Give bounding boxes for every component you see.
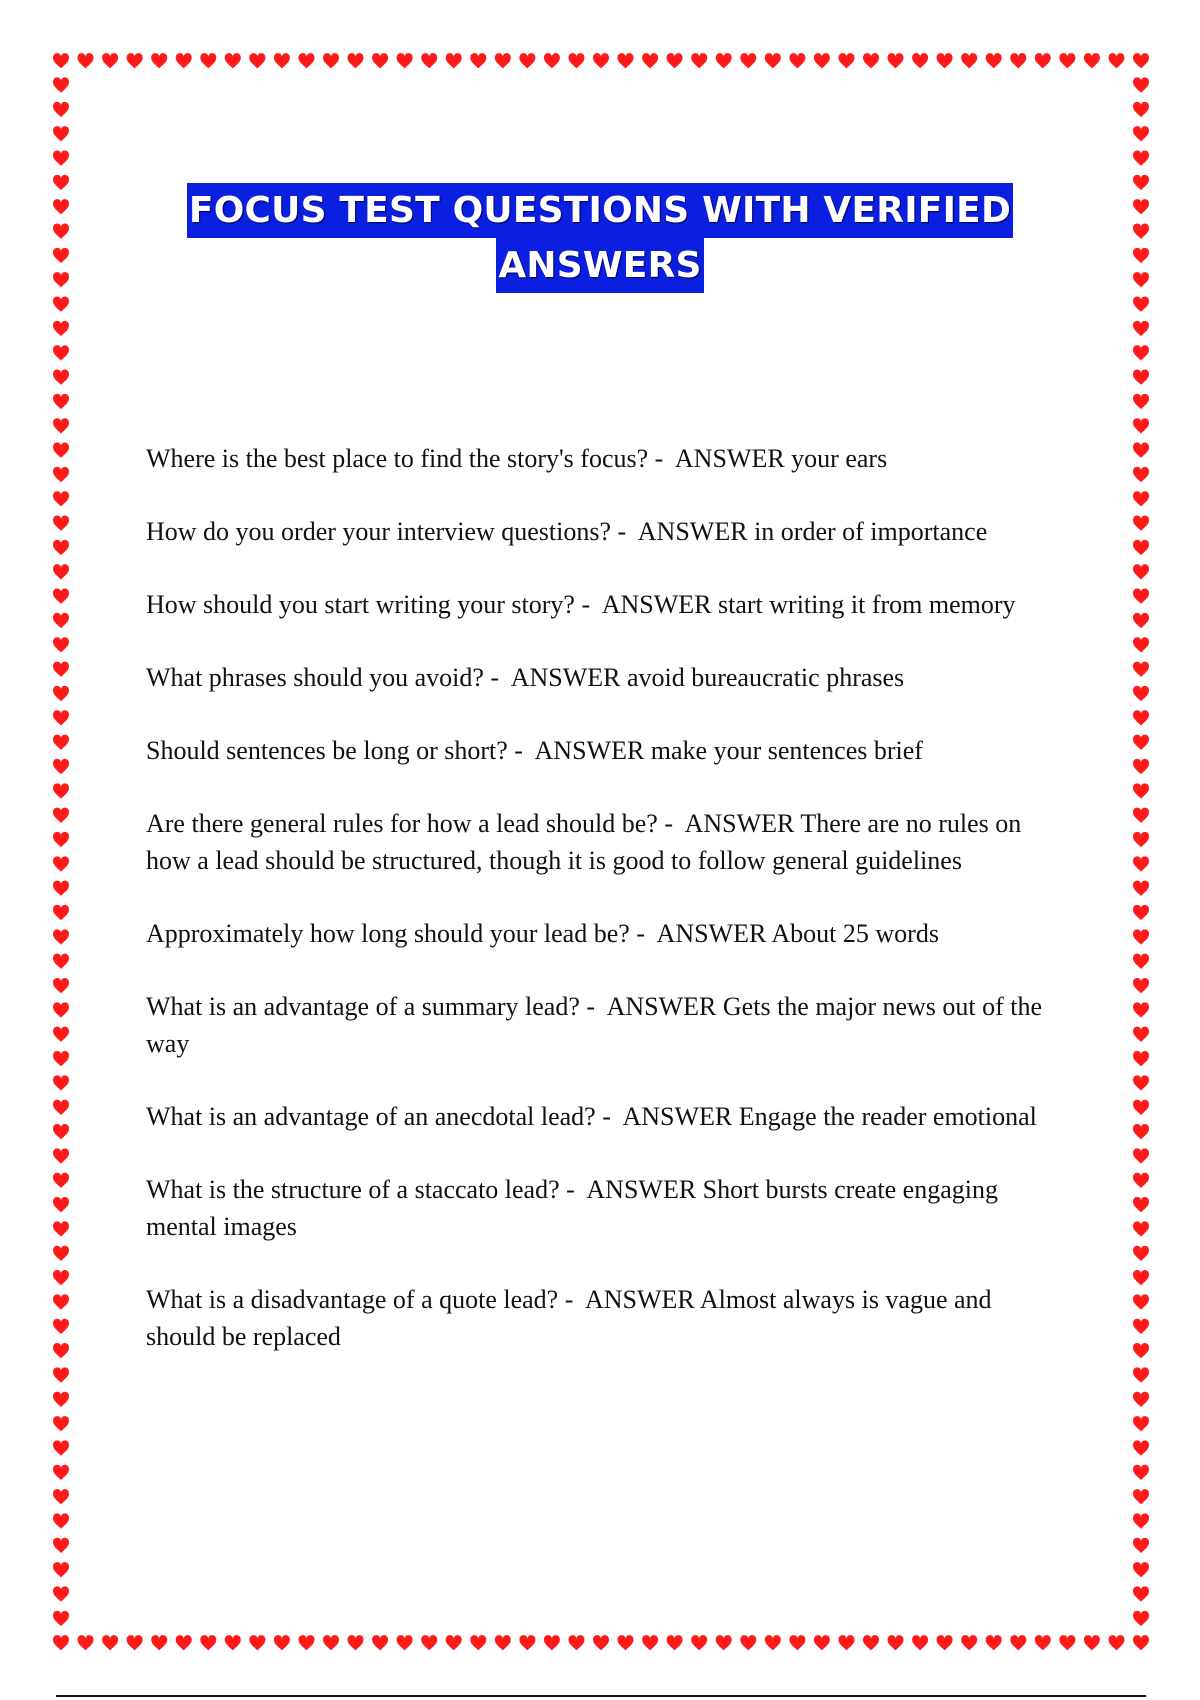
heart-icon [53, 954, 69, 969]
qa-item [146, 1281, 1066, 1355]
heart-icon [53, 1586, 69, 1601]
heart-icon [1133, 418, 1149, 433]
heart-icon [1133, 637, 1149, 652]
heart-icon [1133, 1027, 1149, 1042]
heart-icon [1059, 1635, 1075, 1650]
qa-list [146, 440, 1066, 1391]
heart-icon [1010, 53, 1026, 68]
heart-icon [1133, 443, 1149, 458]
heart-icon [53, 1075, 69, 1090]
heart-icon [1133, 53, 1149, 68]
heart-icon [53, 1489, 69, 1504]
heart-icon [1133, 1343, 1149, 1358]
question-text: How do you order your interview questions? [146, 517, 612, 546]
answer-text: Gets the major news out of the way [146, 992, 1043, 1058]
heart-icon [1133, 126, 1149, 141]
heart-icon [937, 53, 953, 68]
separator: - [617, 517, 627, 546]
heart-icon [249, 1635, 265, 1650]
question-text: Should sentences be long or short? [146, 736, 508, 765]
heart-icon [1133, 1100, 1149, 1115]
question-text: What is an advantage of a summary lead? [146, 992, 580, 1021]
heart-icon [593, 1635, 609, 1650]
heart-icon [299, 1635, 315, 1650]
heart-icon [53, 151, 69, 166]
answer-label: ANSWER [637, 517, 748, 546]
heart-icon [691, 53, 707, 68]
heart-icon [53, 1343, 69, 1358]
heart-icon [53, 735, 69, 750]
heart-icon [519, 1635, 535, 1650]
heart-icon [53, 637, 69, 652]
heart-icon [53, 1440, 69, 1455]
heart-icon [200, 53, 216, 68]
heart-icon [1133, 467, 1149, 482]
question-text: How should you start writing your story? [146, 590, 575, 619]
heart-icon [127, 53, 143, 68]
heart-icon [53, 1148, 69, 1163]
qa-item [146, 805, 1066, 879]
answer-label: ANSWER [674, 444, 785, 473]
heart-icon [1133, 1270, 1149, 1285]
separator: - [490, 663, 500, 692]
answer-text: Short bursts create engaging mental images [146, 1175, 998, 1241]
heart-icon [53, 53, 69, 68]
answer-label: ANSWER [601, 590, 712, 619]
heart-icon [740, 1635, 756, 1650]
heart-icon [53, 1319, 69, 1334]
separator: - [664, 809, 674, 838]
answer-text: avoid bureaucratic phrases [626, 663, 905, 692]
answer-text: There are no rules on how a lead should be structured, though it is good to follow general guidelines [146, 809, 1022, 875]
answer-label: ANSWER [510, 663, 621, 692]
heart-icon [863, 53, 879, 68]
heart-icon [1133, 1513, 1149, 1528]
heart-icon [53, 1294, 69, 1309]
heart-icon [765, 1635, 781, 1650]
heart-icon [789, 1635, 805, 1650]
heart-icon [446, 1635, 462, 1650]
heart-icon [53, 1562, 69, 1577]
heart-icon [53, 1270, 69, 1285]
heart-icon [1133, 1611, 1149, 1626]
heart-icon [1133, 710, 1149, 725]
heart-icon [53, 1246, 69, 1261]
heart-icon [53, 1611, 69, 1626]
heart-icon [53, 881, 69, 896]
heart-icon [53, 1027, 69, 1042]
heart-icon [1133, 662, 1149, 677]
heart-icon [53, 1367, 69, 1382]
heart-icon [102, 1635, 118, 1650]
question-text: What is an advantage of an anecdotal lead? [146, 1102, 596, 1131]
heart-icon [1109, 53, 1125, 68]
heart-icon [1133, 491, 1149, 506]
heart-icon [593, 53, 609, 68]
heart-icon [1133, 1489, 1149, 1504]
heart-icon [1133, 540, 1149, 555]
heart-icon [1109, 1635, 1125, 1650]
heart-icon [53, 832, 69, 847]
heart-icon [53, 613, 69, 628]
heart-icon [274, 1635, 290, 1650]
separator: - [654, 444, 664, 473]
heart-icon [1133, 1367, 1149, 1382]
heart-icon [1133, 370, 1149, 385]
heart-icon [1133, 321, 1149, 336]
heart-icon [53, 224, 69, 239]
heart-icon [569, 53, 585, 68]
heart-icon [1133, 808, 1149, 823]
qa-item [146, 659, 1066, 696]
heart-icon [53, 491, 69, 506]
heart-icon [1133, 1246, 1149, 1261]
heart-icon [716, 53, 732, 68]
heart-icon [53, 540, 69, 555]
heart-icon [53, 1100, 69, 1115]
heart-icon [53, 418, 69, 433]
heart-icon [1133, 102, 1149, 117]
qa-item [146, 915, 1066, 952]
heart-icon [1133, 175, 1149, 190]
heart-icon [495, 1635, 511, 1650]
heart-icon [1133, 224, 1149, 239]
heart-icon [1133, 151, 1149, 166]
heart-icon [1133, 516, 1149, 531]
heart-icon [544, 1635, 560, 1650]
heart-icon [1133, 832, 1149, 847]
heart-icon [1133, 856, 1149, 871]
heart-icon [53, 175, 69, 190]
heart-icon [78, 1635, 94, 1650]
heart-icon [53, 1173, 69, 1188]
heart-icon [1133, 1635, 1149, 1650]
heart-icon [1133, 759, 1149, 774]
heart-icon [618, 53, 634, 68]
heart-icon [127, 1635, 143, 1650]
heart-icon [323, 1635, 339, 1650]
document-title [150, 183, 1050, 293]
heart-icon [53, 321, 69, 336]
heart-icon [888, 1635, 904, 1650]
heart-icon [53, 77, 69, 92]
heart-icon [1084, 1635, 1100, 1650]
heart-icon [53, 394, 69, 409]
heart-icon [1133, 1586, 1149, 1601]
heart-icon [1133, 905, 1149, 920]
heart-icon [1133, 1197, 1149, 1212]
heart-icon [1035, 53, 1051, 68]
heart-icon [1133, 199, 1149, 214]
heart-icon [1133, 77, 1149, 92]
heart-icon [348, 1635, 364, 1650]
separator: - [514, 736, 523, 765]
heart-icon [740, 53, 756, 68]
heart-icon [1133, 735, 1149, 750]
heart-icon [421, 1635, 437, 1650]
heart-icon [200, 1635, 216, 1650]
heart-icon [1133, 297, 1149, 312]
heart-icon [249, 53, 265, 68]
question-text: Approximately how long should your lead be? [146, 919, 630, 948]
answer-text: Engage the reader emotional [738, 1102, 1037, 1131]
qa-item [146, 586, 1066, 623]
heart-icon [53, 1002, 69, 1017]
answer-label: ANSWER [606, 992, 717, 1021]
heart-icon [53, 978, 69, 993]
heart-icon [1133, 1562, 1149, 1577]
heart-icon [53, 443, 69, 458]
answer-text: start writing it from memory [718, 590, 1016, 619]
heart-icon [519, 53, 535, 68]
question-text: Are there general rules for how a lead should be? [146, 809, 658, 838]
heart-icon [151, 1635, 167, 1650]
heart-icon [495, 53, 511, 68]
heart-icon [53, 297, 69, 312]
heart-icon [1059, 53, 1075, 68]
heart-icon [274, 53, 290, 68]
qa-item [146, 732, 1066, 769]
heart-icon [1133, 272, 1149, 287]
heart-icon [53, 1513, 69, 1528]
heart-icon [642, 1635, 658, 1650]
bottom-rule [56, 1695, 1146, 1697]
heart-icon [53, 1392, 69, 1407]
heart-icon [839, 1635, 855, 1650]
heart-icon [1133, 248, 1149, 263]
heart-icon [1133, 345, 1149, 360]
heart-icon [1133, 1319, 1149, 1334]
answer-text: your ears [791, 444, 888, 473]
heart-icon [667, 53, 683, 68]
heart-icon [1084, 53, 1100, 68]
answer-label: ANSWER [584, 1285, 695, 1314]
heart-icon [53, 929, 69, 944]
heart-icon [348, 53, 364, 68]
heart-icon [53, 272, 69, 287]
heart-icon [1133, 1173, 1149, 1188]
heart-icon [225, 1635, 241, 1650]
heart-icon [53, 808, 69, 823]
heart-icon [1133, 564, 1149, 579]
heart-icon [961, 53, 977, 68]
heart-icon [53, 564, 69, 579]
heart-icon [839, 53, 855, 68]
heart-icon [1133, 1440, 1149, 1455]
heart-icon [151, 53, 167, 68]
heart-icon [1133, 686, 1149, 701]
heart-icon [372, 53, 388, 68]
heart-icon [1133, 1148, 1149, 1163]
separator: - [566, 1175, 575, 1204]
heart-icon [1133, 394, 1149, 409]
heart-icon [53, 1538, 69, 1553]
heart-icon [372, 1635, 388, 1650]
answer-text: Almost always is vague and should be replaced [146, 1285, 992, 1351]
heart-icon [176, 53, 192, 68]
heart-icon [765, 53, 781, 68]
heart-icon [789, 53, 805, 68]
heart-icon [1133, 1416, 1149, 1431]
heart-icon [397, 53, 413, 68]
heart-icon [961, 1635, 977, 1650]
heart-icon [53, 1124, 69, 1139]
heart-icon [691, 1635, 707, 1650]
heart-icon [176, 1635, 192, 1650]
heart-icon [1010, 1635, 1026, 1650]
heart-icon [814, 53, 830, 68]
heart-icon [1133, 1294, 1149, 1309]
heart-icon [299, 53, 315, 68]
heart-icon [53, 102, 69, 117]
heart-icon [53, 516, 69, 531]
heart-icon [421, 53, 437, 68]
heart-icon [53, 589, 69, 604]
heart-icon [53, 710, 69, 725]
heart-icon [1133, 589, 1149, 604]
answer-text: make your sentences brief [650, 736, 923, 765]
heart-icon [53, 199, 69, 214]
title-line-2: ANSWERS [496, 238, 703, 293]
qa-item [146, 1171, 1066, 1245]
heart-icon [863, 1635, 879, 1650]
heart-icon [569, 1635, 585, 1650]
heart-icon [53, 126, 69, 141]
heart-icon [888, 53, 904, 68]
heart-icon [1133, 1392, 1149, 1407]
heart-icon [642, 53, 658, 68]
heart-icon [1133, 978, 1149, 993]
heart-icon [225, 53, 241, 68]
heart-icon [53, 856, 69, 871]
heart-icon [544, 53, 560, 68]
heart-icon [814, 1635, 830, 1650]
heart-icon [667, 1635, 683, 1650]
heart-icon [716, 1635, 732, 1650]
question-text: What is a disadvantage of a quote lead? [146, 1285, 559, 1314]
heart-icon [986, 53, 1002, 68]
answer-label: ANSWER [684, 809, 795, 838]
answer-label: ANSWER [656, 919, 767, 948]
heart-icon [986, 1635, 1002, 1650]
qa-item [146, 988, 1066, 1062]
heart-icon [53, 248, 69, 263]
heart-icon [1133, 1124, 1149, 1139]
heart-icon [53, 467, 69, 482]
heart-icon [1133, 954, 1149, 969]
heart-icon [912, 53, 928, 68]
heart-icon [1133, 1075, 1149, 1090]
answer-text: About 25 words [771, 919, 939, 948]
heart-icon [53, 1416, 69, 1431]
separator: - [586, 992, 596, 1021]
heart-icon [470, 53, 486, 68]
answer-label: ANSWER [622, 1102, 733, 1131]
separator: - [581, 590, 591, 619]
answer-label: ANSWER [586, 1175, 697, 1204]
heart-icon [323, 53, 339, 68]
heart-icon [1133, 613, 1149, 628]
heart-icon [53, 1465, 69, 1480]
qa-item [146, 440, 1066, 477]
heart-icon [53, 1051, 69, 1066]
heart-icon [937, 1635, 953, 1650]
separator: - [564, 1285, 574, 1314]
qa-item [146, 1098, 1066, 1135]
heart-icon [53, 759, 69, 774]
heart-icon [53, 1221, 69, 1236]
separator: - [636, 919, 645, 948]
heart-icon [53, 783, 69, 798]
heart-icon [53, 370, 69, 385]
heart-icon [470, 1635, 486, 1650]
title-line-1: FOCUS TEST QUESTIONS WITH VERIFIED [187, 183, 1013, 238]
heart-icon [618, 1635, 634, 1650]
question-text: What is the structure of a staccato lead? [146, 1175, 560, 1204]
heart-icon [53, 1635, 69, 1650]
separator: - [602, 1102, 611, 1131]
answer-text: in order of importance [754, 517, 988, 546]
heart-icon [912, 1635, 928, 1650]
heart-icon [1133, 783, 1149, 798]
heart-icon [446, 53, 462, 68]
heart-icon [102, 53, 118, 68]
heart-icon [1035, 1635, 1051, 1650]
heart-icon [1133, 1002, 1149, 1017]
heart-icon [1133, 1051, 1149, 1066]
heart-icon [53, 686, 69, 701]
heart-icon [53, 345, 69, 360]
heart-icon [1133, 881, 1149, 896]
heart-icon [53, 662, 69, 677]
heart-icon [53, 905, 69, 920]
answer-label: ANSWER [534, 736, 645, 765]
question-text: Where is the best place to find the story's focus? [146, 444, 649, 473]
heart-icon [78, 53, 94, 68]
heart-icon [1133, 1538, 1149, 1553]
heart-icon [1133, 1221, 1149, 1236]
heart-icon [53, 1197, 69, 1212]
heart-icon [1133, 929, 1149, 944]
question-text: What phrases should you avoid? [146, 663, 484, 692]
qa-item [146, 513, 1066, 550]
heart-icon [1133, 1465, 1149, 1480]
heart-icon [397, 1635, 413, 1650]
